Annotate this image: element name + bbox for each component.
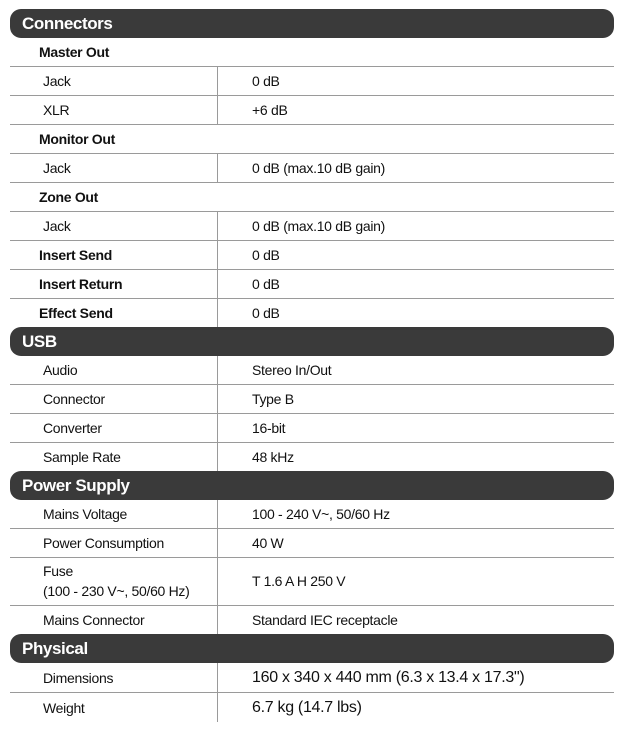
spec-section [10, 9, 614, 327]
row-value: 0 dB [252, 73, 280, 89]
table-row [10, 693, 614, 722]
row-label: Insert Return [39, 276, 123, 292]
group-heading-row [10, 38, 614, 67]
row-value: +6 dB [252, 102, 288, 118]
row-value: 0 dB (max.10 dB gain) [252, 160, 385, 176]
row-value: 0 dB (max.10 dB gain) [252, 218, 385, 234]
row-label: Insert Send [39, 247, 112, 263]
table-row [10, 414, 614, 443]
column-divider [217, 96, 218, 124]
column-divider [217, 385, 218, 413]
column-divider [217, 693, 218, 722]
column-divider [217, 270, 218, 298]
row-value: T 1.6 A H 250 V [252, 573, 346, 589]
row-label: Mains Voltage [43, 506, 128, 522]
column-divider [217, 241, 218, 269]
table-row [10, 558, 614, 606]
group-heading-row [10, 125, 614, 154]
row-label: Converter [43, 420, 102, 436]
column-divider [217, 606, 218, 634]
table-row [10, 299, 614, 327]
table-row [10, 356, 614, 385]
row-value: 0 dB [252, 305, 280, 321]
table-row [10, 529, 614, 558]
spec-section [10, 634, 614, 722]
row-label: XLR [43, 102, 70, 118]
column-divider [217, 529, 218, 557]
row-label: Audio [43, 362, 78, 378]
row-label: Dimensions [43, 670, 114, 686]
column-divider [217, 67, 218, 95]
table-row [10, 443, 614, 471]
spec-section [10, 327, 614, 471]
column-divider [217, 212, 218, 240]
row-value: 16-bit [252, 420, 286, 436]
table-row [10, 67, 614, 96]
column-divider [217, 443, 218, 471]
row-label: Effect Send [39, 305, 113, 321]
table-row [10, 241, 614, 270]
specifications-table [10, 9, 614, 722]
row-value: Standard IEC receptacle [252, 612, 398, 628]
row-value: Stereo In/Out [252, 362, 332, 378]
row-label: Jack [43, 73, 71, 89]
row-value: 6.7 kg (14.7 lbs) [252, 699, 362, 716]
table-row [10, 500, 614, 529]
table-row [10, 154, 614, 183]
row-label-line: (100 - 230 V~, 50/60 Hz) [43, 583, 190, 599]
table-row [10, 385, 614, 414]
table-row [10, 606, 614, 634]
row-label: Weight [43, 700, 85, 716]
row-value: 40 W [252, 535, 284, 551]
table-row [10, 663, 614, 693]
section-header: Physical [10, 634, 614, 663]
table-row [10, 212, 614, 241]
section-header: Power Supply [10, 471, 614, 500]
row-label: Sample Rate [43, 449, 121, 465]
column-divider [217, 299, 218, 327]
row-value: 0 dB [252, 247, 280, 263]
column-divider [217, 558, 218, 605]
row-label: Master Out [39, 44, 110, 60]
row-value: 160 x 340 x 440 mm (6.3 x 13.4 x 17.3") [252, 669, 525, 686]
column-divider [217, 414, 218, 442]
column-divider [217, 500, 218, 528]
section-header: Connectors [10, 9, 614, 38]
column-divider [217, 663, 218, 692]
row-value: 0 dB [252, 276, 280, 292]
row-label [43, 561, 190, 601]
column-divider [217, 356, 218, 384]
column-divider [217, 154, 218, 182]
row-label: Jack [43, 218, 71, 234]
row-label: Power Consumption [43, 535, 164, 551]
row-value: Type B [252, 391, 294, 407]
row-value: 48 kHz [252, 449, 294, 465]
group-heading-row [10, 183, 614, 212]
row-label: Connector [43, 391, 105, 407]
table-row [10, 270, 614, 299]
table-row [10, 96, 614, 125]
row-label: Zone Out [39, 189, 99, 205]
spec-section [10, 471, 614, 634]
section-header: USB [10, 327, 614, 356]
row-label-line: Fuse [43, 563, 73, 579]
row-label: Jack [43, 160, 71, 176]
row-value: 100 - 240 V~, 50/60 Hz [252, 506, 390, 522]
row-label: Monitor Out [39, 131, 116, 147]
row-label: Mains Connector [43, 612, 145, 628]
